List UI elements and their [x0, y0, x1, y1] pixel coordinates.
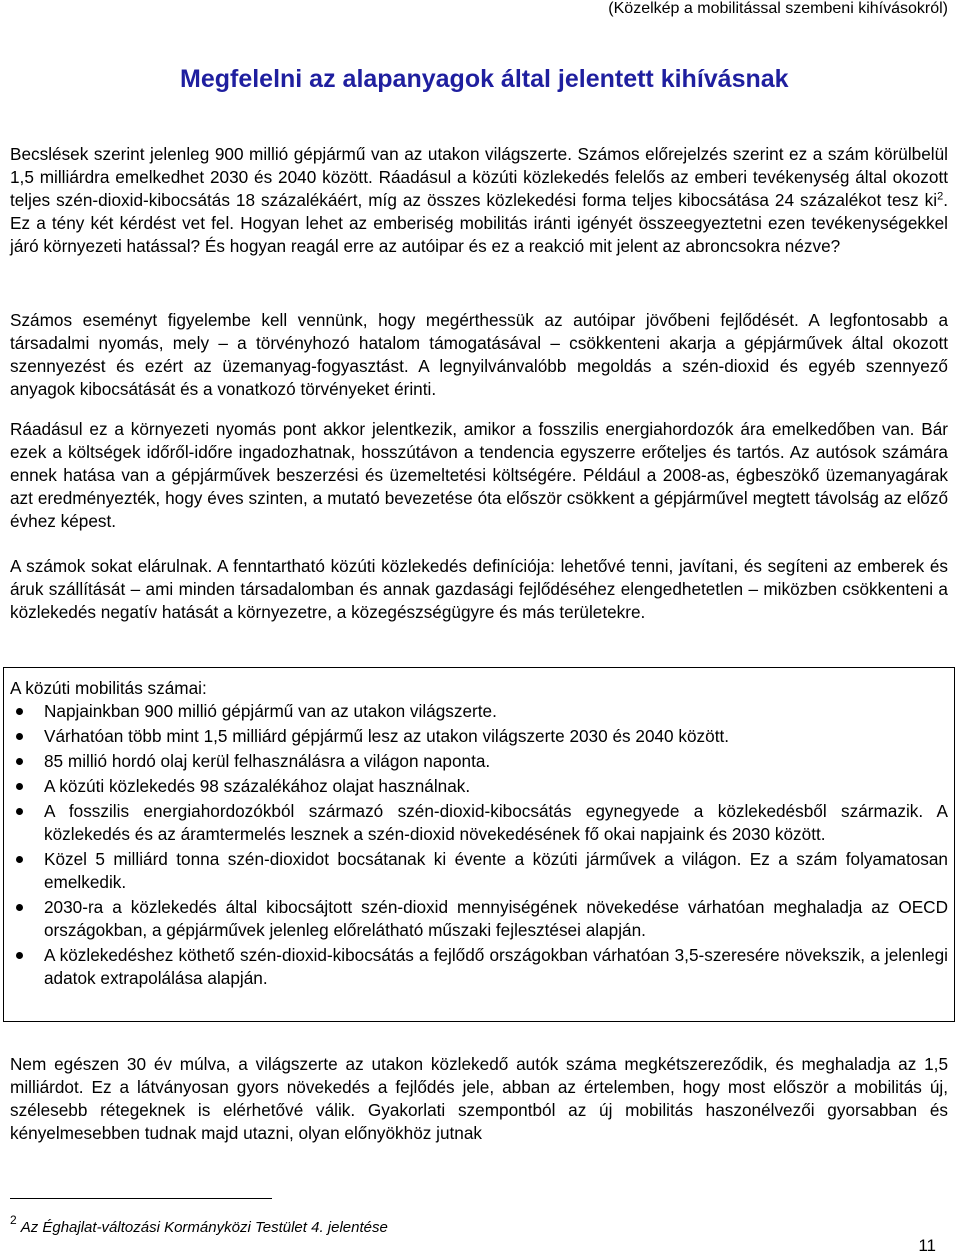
page-title: Megfelelni az alapanyagok által jelentett kihívásnak [180, 65, 789, 93]
list-item-text: Napjainkban 900 millió gépjármű van az utakon világszerte. [44, 701, 497, 721]
bullet-icon [16, 783, 23, 790]
facts-list [44, 700, 948, 992]
page-number: 11 [918, 1236, 936, 1255]
bullet-icon [16, 733, 23, 740]
bullet-icon [16, 904, 23, 911]
list-item [44, 896, 948, 942]
list-item-text: 2030-ra a közlekedés által kibocsájtott szén-dioxid mennyiségének növekedése várhatóan meghaladja az OECD országokban, a gépjárművek jelenleg előrelátható műszaki fejlesztései alapján. [44, 897, 948, 940]
list-item-text: Közel 5 milliárd tonna szén-dioxidot bocsátanak ki évente a közúti járművek a világon. Ez a szám folyamatosan emelkedik. [44, 849, 948, 892]
paragraph-social-pressure: Számos eseményt figyelembe kell vennünk, hogy megérthessük az autóipar jövőbeni fejlődését. A legfontosabb a társadalmi nyomás, mely – a törvényhozó hatalom támogatásával – csökkenteni akarja a gépjárművek által okozott szennyezést és ezért az üzemanyag-fogyasztást. A legnyilvánvalóbb megoldás a szén-dioxid és egyéb szennyező anyagok kibocsátását és a vonatkozó törvényeket érinti. [10, 310, 948, 399]
list-item [44, 750, 948, 773]
footnote [10, 1210, 388, 1238]
footnote-reference[interactable]: 2 [937, 190, 944, 203]
mobility-facts-box [3, 667, 955, 1022]
running-header: (Közelkép a mobilitással szembeni kihívásokról) [608, 0, 948, 17]
paragraph-intro [10, 143, 948, 258]
list-item [44, 944, 948, 990]
list-item-text: A közlekedéshez köthető szén-dioxid-kibocsátás a fejlődő országokban várhatóan 3,5-szeresére növekszik, a jelenlegi adatok extrapolálása alapján. [44, 945, 948, 988]
paragraph-fossil-prices: Ráadásul ez a környezeti nyomás pont akkor jelentkezik, amikor a fosszilis energiahordozók ára emelkedőben van. Bár ezek a költségek időről-időre ingadozhatnak, hosszútávon a tendencia egyszerre erőteljes és tartós. Az autósok számára ennek hatása van a gépjárművek beszerzési és üzemeltetési költségére. Például a 2008-as, égbeszökő üzemanyagárak azt eredményezték, hogy éves szinten, a mutató bevezetése óta először csökkent a gépjárművel megtett távolság az előző évhez képest. [10, 419, 948, 531]
bullet-icon [16, 952, 23, 959]
footnote-mark: 2 [10, 1213, 17, 1227]
list-item [44, 775, 948, 798]
list-item-text: A fosszilis energiahordozókból származó szén-dioxid-kibocsátás egynegyede a közlekedésből származik. A közlekedés és az áramtermelés lesznek a szén-dioxid növekedésének fő okai napjaink és 2030 között. [44, 801, 948, 844]
list-item [44, 700, 948, 723]
paragraph-intro-text-cont: . Ez a tény két kérdést vet fel. Hogyan lehet az emberiség mobilitás iránti igényét összeegyeztetni ezen tevékenységekkel járó környezeti hatással? És hogyan reagál erre az autóipar és ez a reakció mit jelent az abroncsokra nézve? [10, 190, 948, 256]
bullet-icon [16, 758, 23, 765]
box-heading: A közúti mobilitás számai: [10, 678, 207, 698]
footnote-divider [10, 1198, 272, 1199]
list-item-text: 85 millió hordó olaj kerül felhasználásra a világon naponta. [44, 751, 491, 771]
bullet-icon [16, 808, 23, 815]
list-item [44, 725, 948, 748]
list-item-text: A közúti közlekedés 98 százalékához olajat használnak. [44, 776, 471, 796]
paragraph-future-growth: Nem egészen 30 év múlva, a világszerte az utakon közlekedő autók száma megkétszereződik, és meghaladja az 1,5 milliárdot. Ez a látványosan gyors növekedés a fejlődés jele, abban az értelemben, hogy most először a mobilitás új, szélesebb rétegeknek is elérhetővé válik. Gyakorlati szempontból az új mobilitás haszonélvezői gyorsabban és kényelmesebben tudnak majd utazni, olyan előnyökhöz jutnak [10, 1054, 948, 1143]
list-item [44, 800, 948, 846]
bullet-icon [16, 708, 23, 715]
paragraph-intro-text: Becslések szerint jelenleg 900 millió gépjármű van az utakon világszerte. Számos előrejelzés szerint ez a szám körülbelül 1,5 milliárdra emelkedhet 2030 és 2040 között. Ráadásul a közúti közlekedés felelős az emberi tevékenység által okozott teljes szén-dioxid-kibocsátás 18 százalékáért, míg az összes közlekedési forma teljes kibocsátása 24 százalékot tesz ki [10, 144, 948, 210]
list-item [44, 848, 948, 894]
footnote-text: Az Éghajlat-változási Kormányközi Testület 4. jelentése [20, 1219, 388, 1236]
paragraph-sustainable-transport: A számok sokat elárulnak. A fenntartható közúti közlekedés definíciója: lehetővé tenni, javítani, és segíteni az emberek és áruk szállítását – ami minden társadalomban és annak gazdasági fejlődéséhez elengedhetetlen – miközben csökkenteni a közlekedés negatív hatását a környezetre, a közegészségügyre és más területekre. [10, 556, 948, 622]
bullet-icon [16, 856, 23, 863]
list-item-text: Várhatóan több mint 1,5 milliárd gépjármű lesz az utakon világszerte 2030 és 2040 között. [44, 726, 730, 746]
